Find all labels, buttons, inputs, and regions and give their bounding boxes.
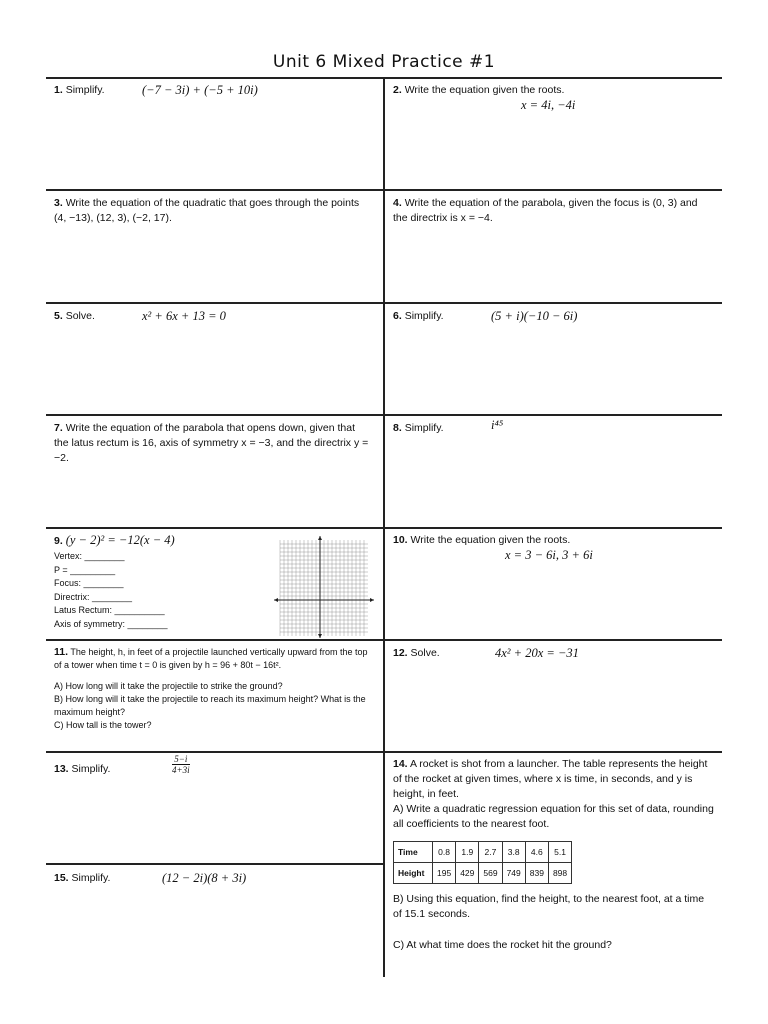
- expression: x = 4i, −4i: [521, 98, 576, 112]
- axis-of-symmetry-field: Axis of symmetry: ________: [54, 618, 168, 629]
- problem-8: [393, 418, 713, 436]
- problem-text: A rocket is shot from a launcher. The table represents the height of the rocket at given times, where x is time, in seconds, and y is height, in feet.: [393, 758, 708, 800]
- page-title: Unit 6 Mixed Practice #1: [272, 52, 496, 72]
- instruction: Simplify.: [404, 422, 444, 434]
- expression: (12 − 2i)(8 + 3i): [162, 871, 247, 885]
- table-cell: 3.8: [502, 842, 525, 863]
- problem-text: The height, h, in feet of a projectile launched vertically upward from the top of a tower when time t = 0 is given by h = 96 + 80t − 16t².: [54, 647, 368, 670]
- instruction: Write the equation of the parabola, given the focus is (0, 3) and the directrix is x = −4.: [393, 197, 698, 224]
- expression: i⁴⁵: [491, 418, 504, 432]
- table-cell: 195: [433, 863, 456, 884]
- table-cell: 569: [479, 863, 502, 884]
- vertex-field: Vertex: ________: [54, 551, 125, 561]
- problem-number: 6.: [393, 310, 402, 322]
- problem-4: [393, 196, 713, 226]
- problem-number: 8.: [393, 422, 402, 434]
- problem-number: 1.: [54, 84, 63, 96]
- fraction-expression: [172, 754, 190, 775]
- problem-6: [393, 309, 713, 324]
- table-cell: 5.1: [548, 842, 571, 863]
- table-cell: 2.7: [479, 842, 502, 863]
- problem-10: [393, 533, 713, 563]
- problem-12: [393, 646, 713, 661]
- expression: (5 + i)(−10 − 6i): [491, 309, 578, 323]
- problem-number: 15.: [54, 872, 69, 884]
- divider: [46, 863, 384, 865]
- problem-1: [54, 83, 374, 98]
- expression: (−7 − 3i) + (−5 + 10i): [142, 83, 258, 97]
- problem-15: [54, 871, 374, 886]
- instruction: Simplify.: [71, 872, 111, 884]
- denominator: 4+3i: [172, 765, 190, 775]
- problem-number: 13.: [54, 763, 69, 775]
- part-c: C) How tall is the tower?: [54, 720, 152, 730]
- problem-number: 14.: [393, 758, 408, 770]
- problem-11: [54, 646, 376, 732]
- latus-rectum-field: Latus Rectum: __________: [54, 605, 165, 615]
- row-header: Height: [394, 863, 433, 884]
- directrix-field: Directrix: ________: [54, 591, 133, 602]
- part-a: A) Write a quadratic regression equation for this set of data, rounding all coefficients to the nearest foot.: [393, 803, 714, 830]
- table-cell: 749: [502, 863, 525, 884]
- expression: 4x² + 20x = −31: [495, 646, 579, 660]
- problem-5: [54, 309, 374, 324]
- table-cell: 1.9: [456, 842, 479, 863]
- table-row: [394, 863, 572, 884]
- focus-field: Focus: ________: [54, 578, 124, 588]
- part-a: A) How long will it take the projectile to strike the ground?: [54, 681, 283, 691]
- instruction: Simplify.: [404, 310, 444, 322]
- problem-7: [54, 421, 372, 466]
- table-cell: 898: [548, 863, 571, 884]
- problem-number: 12.: [393, 647, 408, 659]
- instruction: Simplify.: [65, 84, 105, 96]
- problem-3: [54, 196, 372, 226]
- data-table: [393, 841, 572, 884]
- instruction: Write the equation given the roots.: [404, 84, 565, 96]
- problem-9: [54, 533, 274, 631]
- part-b: B) Using this equation, find the height, to the nearest foot, at a time of 15.1 seconds.: [393, 893, 705, 920]
- numerator: 5−i: [172, 754, 190, 765]
- problem-number: 2.: [393, 84, 402, 96]
- problem-13: [54, 754, 374, 777]
- coordinate-grid: [274, 536, 374, 638]
- part-b: B) How long will it take the projectile to reach its maximum height? What is the maximum height?: [54, 694, 366, 717]
- column-divider: [383, 77, 385, 977]
- problem-number: 7.: [54, 422, 63, 434]
- row-header: Time: [394, 842, 433, 863]
- expression: x = 3 − 6i, 3 + 6i: [505, 548, 593, 562]
- table-row: [394, 842, 572, 863]
- problem-2: [393, 83, 713, 113]
- instruction: Write the equation of the quadratic that goes through the points (4, −13), (12, 3), (−2, 17).: [54, 197, 360, 224]
- problem-14: [393, 757, 715, 953]
- table-cell: 0.8: [433, 842, 456, 863]
- instruction: Write the equation given the roots.: [410, 534, 571, 546]
- part-c: C) At what time does the rocket hit the ground?: [393, 939, 612, 951]
- instruction: Solve.: [65, 310, 95, 322]
- problem-number: 3.: [54, 197, 63, 209]
- instruction: Simplify.: [71, 763, 111, 775]
- table-cell: 839: [525, 863, 548, 884]
- table-cell: 429: [456, 863, 479, 884]
- problem-number: 9.: [54, 535, 63, 547]
- table-cell: 4.6: [525, 842, 548, 863]
- problem-number: 11.: [54, 646, 69, 658]
- instruction: Write the equation of the parabola that opens down, given that the latus rectum is 16, axis of symmetry x = −3, and the directrix y = −2.: [54, 422, 369, 464]
- problem-number: 5.: [54, 310, 63, 322]
- instruction: Solve.: [410, 647, 440, 659]
- problem-number: 10.: [393, 534, 408, 546]
- expression: (y − 2)² = −12(x − 4): [65, 533, 175, 547]
- expression: x² + 6x + 13 = 0: [142, 309, 226, 323]
- problem-number: 4.: [393, 197, 402, 209]
- p-field: P = _________: [54, 564, 116, 575]
